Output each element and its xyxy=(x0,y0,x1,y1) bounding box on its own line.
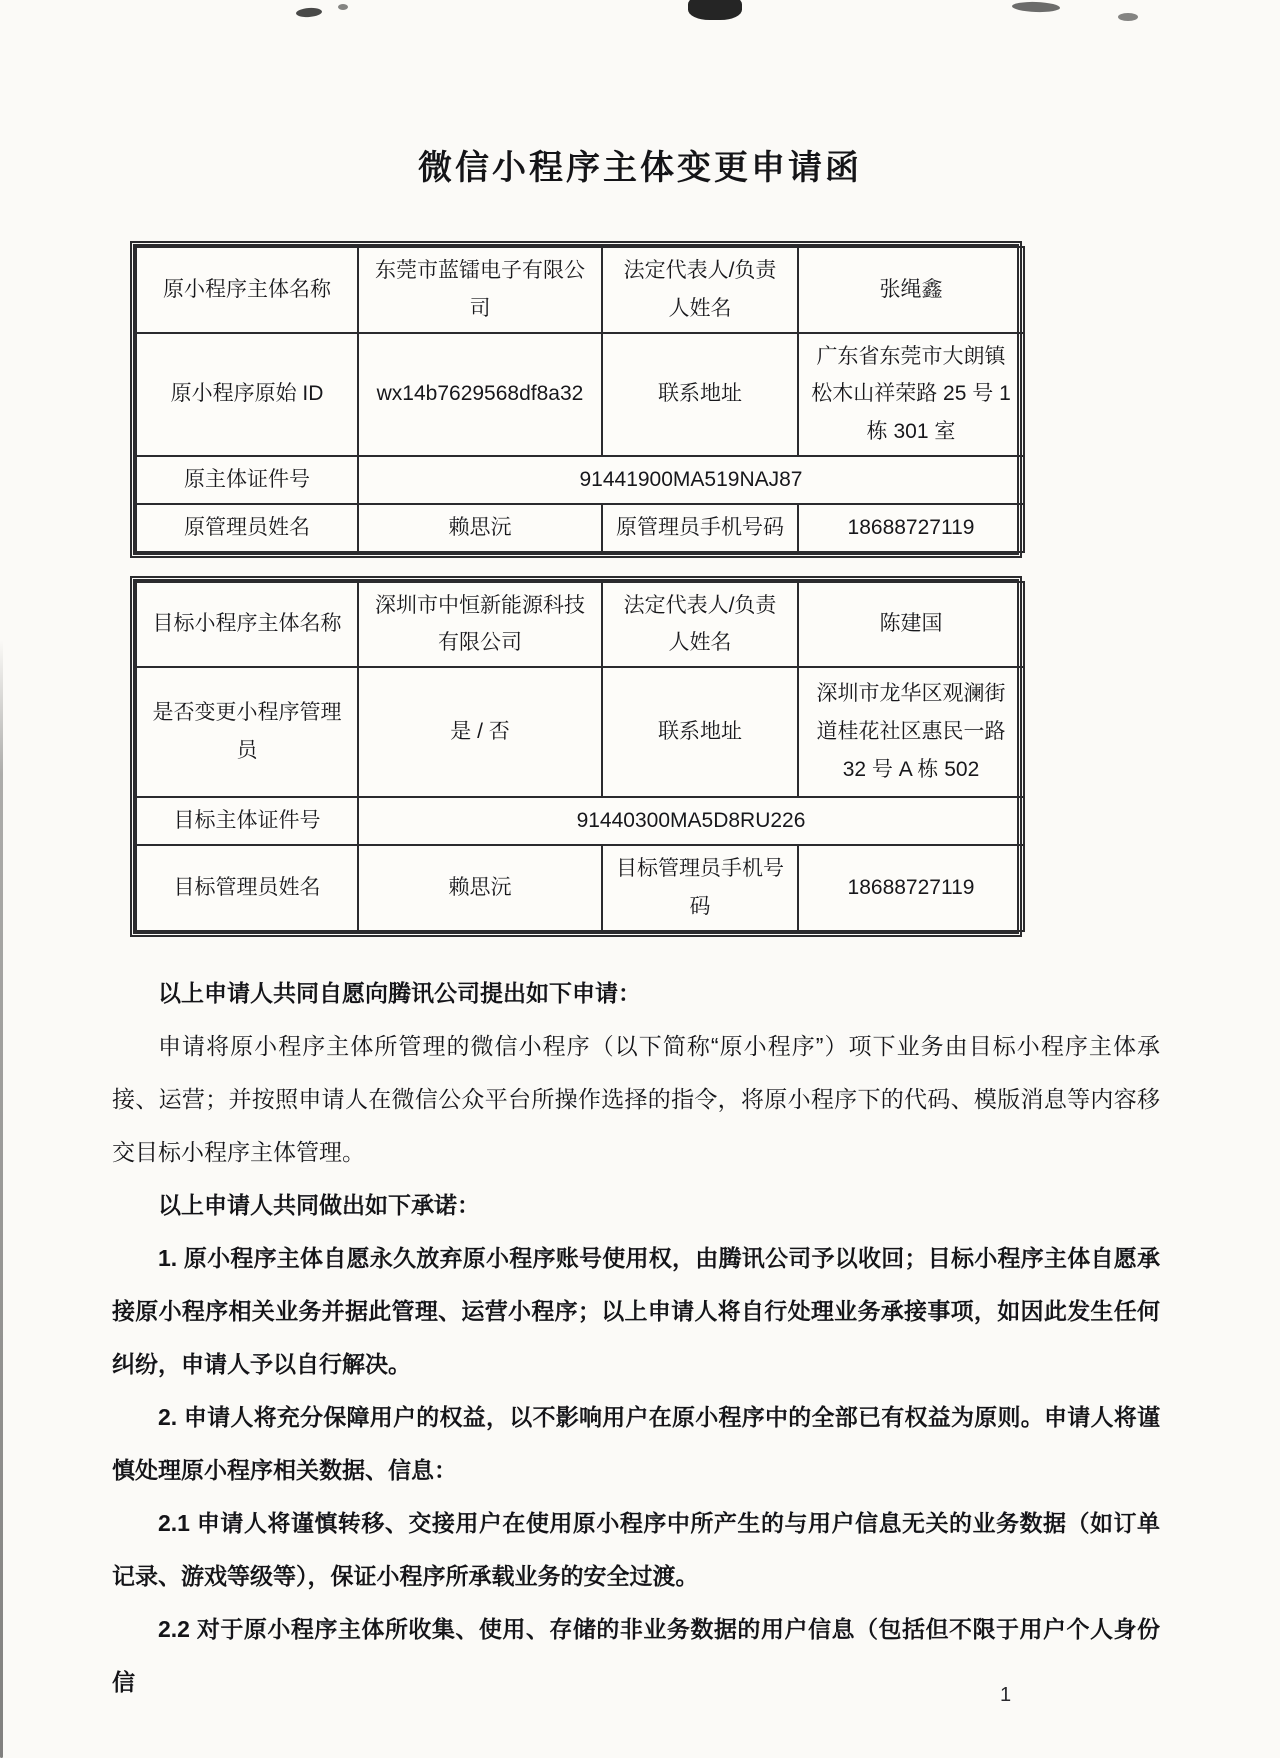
original-name-value: 东莞市蓝镭电子有限公司 xyxy=(358,247,602,333)
table-row xyxy=(136,797,1024,845)
scan-edge-shadow xyxy=(0,640,3,1758)
original-address-label: 联系地址 xyxy=(602,333,798,456)
paragraph-commitment-1: 1. 原小程序主体自愿永久放弃原小程序账号使用权，由腾讯公司予以收回；目标小程序主体自愿承接原小程序相关业务并据此管理、运营小程序；以上申请人将自行处理业务承接事项，如因此发生任何纠纷，申请人予以自行解决。 xyxy=(112,1244,1160,1377)
table-row xyxy=(136,845,1024,931)
target-change-admin-value: 是 / 否 xyxy=(358,667,602,797)
paragraph-application-intro: 以上申请人共同自愿向腾讯公司提出如下申请： xyxy=(158,979,641,1006)
target-cert-label: 目标主体证件号 xyxy=(136,797,358,845)
paragraph-commitment-intro: 以上申请人共同做出如下承诺： xyxy=(158,1191,480,1218)
original-legal-rep-value: 张绳鑫 xyxy=(798,247,1024,333)
table-row xyxy=(136,456,1024,504)
target-admin-phone-value: 18688727119 xyxy=(798,845,1024,931)
target-address-label: 联系地址 xyxy=(602,667,798,797)
original-program-table xyxy=(130,241,1022,558)
scan-artifact xyxy=(688,0,742,20)
original-cert-value: 91441900MA519NAJ87 xyxy=(358,456,1024,504)
target-cert-value: 91440300MA5D8RU226 xyxy=(358,797,1024,845)
target-address-value: 深圳市龙华区观澜街道桂花社区惠民一路 32 号 A 栋 502 xyxy=(798,667,1024,797)
original-appid-label: 原小程序原始 ID xyxy=(136,333,358,456)
original-legal-rep-label: 法定代表人/负责人姓名 xyxy=(602,247,798,333)
table-row xyxy=(136,582,1024,668)
scan-artifact xyxy=(1118,13,1138,21)
original-cert-label: 原主体证件号 xyxy=(136,456,358,504)
target-admin-phone-label: 目标管理员手机号码 xyxy=(602,845,798,931)
table-row xyxy=(136,504,1024,552)
paragraph-commitment-2: 2. 申请人将充分保障用户的权益，以不影响用户在原小程序中的全部已有权益为原则。申请人将谨慎处理原小程序相关数据、信息： xyxy=(112,1403,1160,1483)
target-legal-rep-value: 陈建国 xyxy=(798,582,1024,668)
target-admin-label: 目标管理员姓名 xyxy=(136,845,358,931)
application-body xyxy=(112,967,1160,1709)
original-address-value: 广东省东莞市大朗镇松木山祥荣路 25 号 1 栋 301 室 xyxy=(798,333,1024,456)
target-program-table xyxy=(130,576,1022,937)
target-change-admin-label: 是否变更小程序管理员 xyxy=(136,667,358,797)
target-admin-value: 赖思沅 xyxy=(358,845,602,931)
table-row xyxy=(136,333,1024,456)
target-legal-rep-label: 法定代表人/负责人姓名 xyxy=(602,582,798,668)
target-name-value: 深圳市中恒新能源科技有限公司 xyxy=(358,582,602,668)
original-admin-phone-value: 18688727119 xyxy=(798,504,1024,552)
table-row xyxy=(136,247,1024,333)
original-admin-label: 原管理员姓名 xyxy=(136,504,358,552)
paragraph-commitment-2-1: 2.1 申请人将谨慎转移、交接用户在使用原小程序中所产生的与用户信息无关的业务数据（如订单记录、游戏等级等），保证小程序所承载业务的安全过渡。 xyxy=(112,1509,1160,1589)
original-admin-value: 赖思沅 xyxy=(358,504,602,552)
page-number: 1 xyxy=(1000,1684,1012,1706)
scan-artifact xyxy=(338,4,348,10)
original-admin-phone-label: 原管理员手机号码 xyxy=(602,504,798,552)
target-name-label: 目标小程序主体名称 xyxy=(136,582,358,668)
original-appid-value: wx14b7629568df8a32 xyxy=(358,333,602,456)
paragraph-application-detail: 申请将原小程序主体所管理的微信小程序（以下简称“原小程序”）项下业务由目标小程序主体承接、运营；并按照申请人在微信公众平台所操作选择的指令，将原小程序下的代码、模版消息等内容移交目标小程序主体管理。 xyxy=(112,1032,1160,1165)
document-title: 微信小程序主体变更申请函 xyxy=(418,149,862,187)
paragraph-commitment-2-2: 2.2 对于原小程序主体所收集、使用、存储的非业务数据的用户信息（包括但不限于用户个人身份信 xyxy=(112,1615,1160,1695)
original-name-label: 原小程序主体名称 xyxy=(136,247,358,333)
table-row xyxy=(136,667,1024,797)
